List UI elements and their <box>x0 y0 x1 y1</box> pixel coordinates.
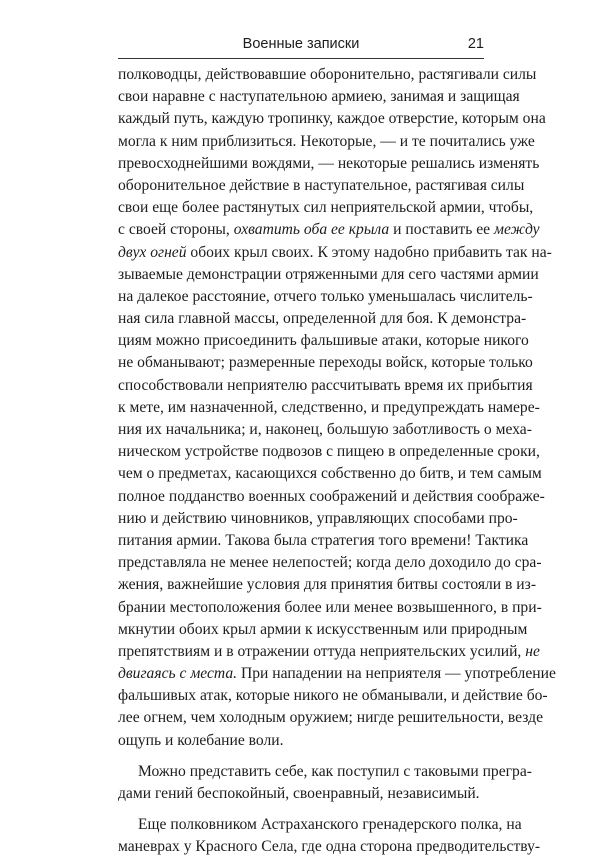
text-line: с своей стороны, охватить оба ее крыла и поставить ее между <box>118 221 540 239</box>
text-line: препятствиям и в отражении оттуда неприятельских усилий, не <box>118 642 540 660</box>
text-line: ния их начальника; и, наконец, большую заботливость о меха- <box>118 421 532 438</box>
running-header <box>118 36 484 56</box>
text-line: ническом устройстве подвозов с пищею в определенные сроки, <box>118 443 540 461</box>
text-line: двух огней обоих крыл своих. К этому надобно прибавить так на- <box>118 243 552 261</box>
text-line: циям можно присоединить фальшивые атаки, которые никого <box>118 332 529 350</box>
page-number: 21 <box>467 36 484 52</box>
text-line: дами гений беспокойный, своенравный, независимый. <box>118 785 480 802</box>
text-line: маневрах у Красного Села, где одна сторона предводительству- <box>118 838 541 856</box>
text-line: питания армии. Такова была стратегия того времени! Тактика <box>118 531 529 549</box>
page-body <box>118 64 556 859</box>
paragraph-gap <box>118 805 484 814</box>
text-line: свои еще более растянутых сил неприятельской армии, чтобы, <box>118 199 534 217</box>
text-line: полководцы, действовавшие оборонительно, растягивали силы <box>118 66 537 83</box>
text-line: мкнутии обоих крыл армии к искусственным или природным <box>118 620 528 638</box>
text-line: полное подданство военных соображений и действия соображе- <box>118 487 545 505</box>
text-line: превосходнейшими вождями, — некоторые решались изменять <box>118 154 540 172</box>
running-title: Военные записки <box>242 36 360 52</box>
text-line: оборонительное действие в наступательное, растягивая силы <box>118 176 525 194</box>
paragraph <box>118 64 556 752</box>
text-line: чем о предметах, касающихся собственно до битв, и тем самым <box>118 465 542 483</box>
text-line: двигаясь с места. При нападении на неприятеля — употребление <box>118 665 556 683</box>
text-line: могла к ним приблизиться. Некоторые, — и те почитались уже <box>118 132 535 150</box>
text-line: представляла не менее нелепостей; когда дело доходило до сра- <box>118 554 542 572</box>
text-line: свои наравне с наступательною армиею, занимая и защищая <box>118 88 520 106</box>
text-line: способствовали неприятелю рассчитывать время их прибытия <box>118 376 533 394</box>
paragraph <box>118 814 541 858</box>
text-line: Можно представить себе, как поступил с таковыми прегра- <box>138 762 532 780</box>
text-line: лее огнем, чем холодным оружием; нигде решительности, везде <box>118 709 544 727</box>
header-rule <box>118 58 484 59</box>
text-line: на далекое расстояние, отчего только уменьшалась числитель- <box>118 287 533 305</box>
paragraph-gap <box>118 752 484 761</box>
text-line: к мете, им назначенной, следственно, и предупреждать намере- <box>118 398 540 416</box>
text-line: брании местоположения более или менее возвышенного, в при- <box>118 598 542 616</box>
text-line: зываемые демонстрации отряженными для сего частями армии <box>118 265 539 283</box>
text-line: ощупь и колебание воли. <box>118 731 284 749</box>
text-line: фальшивых атак, которые никого не обманывали, и действие бо- <box>118 687 548 705</box>
text-line: нию и действию чиновников, управляющих способами про- <box>118 509 518 527</box>
text-line: жения, важнейшие условия для принятия битвы состояли в из- <box>118 576 537 594</box>
paragraph <box>118 761 532 805</box>
text-line: ная сила главной массы, определенной для боя. К демонстра- <box>118 310 527 328</box>
text-line: Еще полковником Астраханского гренадерского полка, на <box>138 816 522 834</box>
text-line: каждый путь, каждую тропинку, каждое отверстие, которым она <box>118 110 546 128</box>
text-line: не обманывают; размеренные переходы войск, которые только <box>118 354 533 372</box>
